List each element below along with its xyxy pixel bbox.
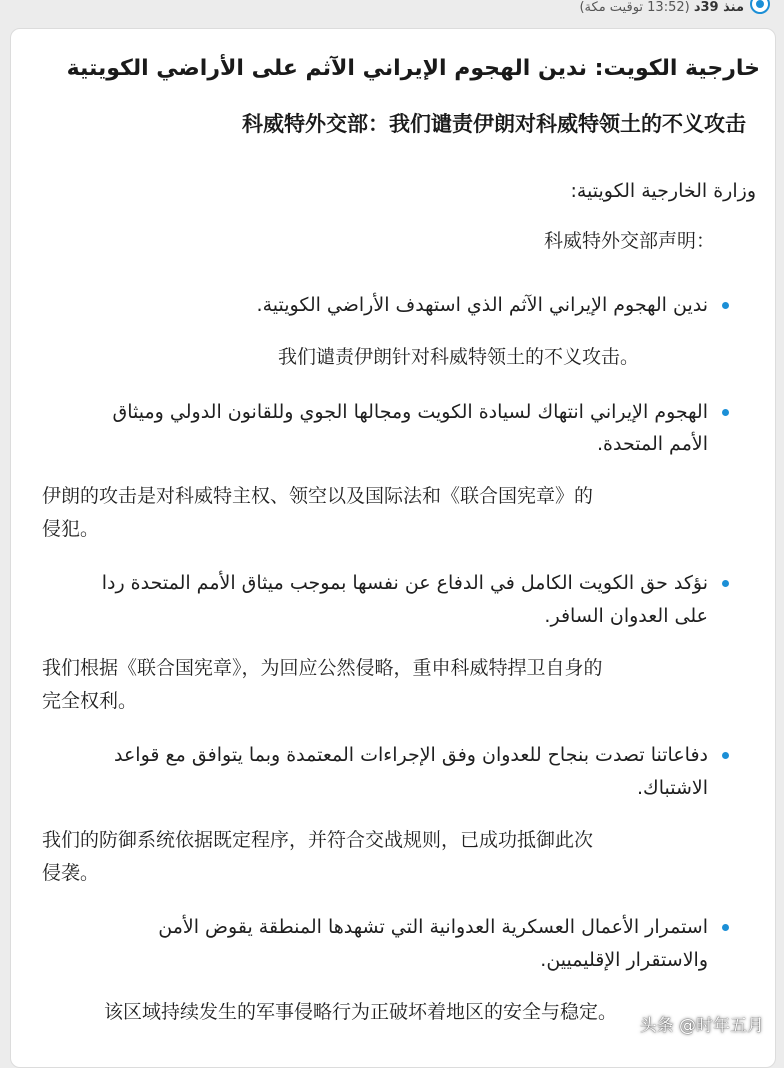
post-header (0, 0, 784, 26)
bullet-icon (722, 752, 729, 759)
post-age: منذ 39د (693, 0, 744, 15)
post-time: (13:52 توقيت مكة) (579, 0, 690, 15)
bullet-icon (722, 409, 729, 416)
post-title-chinese: 科威特外交部：我们谴责伊朗对科威特领土的不义攻击 (242, 112, 746, 136)
item-5-arabic-line2: والاستقرار الإقليميين. (540, 949, 708, 971)
select-radio-icon[interactable] (750, 0, 770, 14)
watermark: 头条 @时年五月 (639, 1016, 764, 1036)
item-3-chinese-line2: 完全权利。 (42, 690, 138, 712)
item-4-chinese-line2: 侵袭。 (42, 862, 100, 884)
bullet-icon (722, 302, 729, 309)
item-3-chinese-line1: 我们根据《联合国宪章》，为回应公然侵略，重申科威特捍卫自身的 (42, 657, 603, 679)
item-2-chinese-line2: 侵犯。 (42, 518, 100, 540)
item-5-arabic-line1: استمرار الأعمال العسكرية العدوانية التي تشهدها المنطقة يقوض الأمن (158, 916, 708, 938)
item-3-arabic-line2: على العدوان السافر. (544, 605, 708, 627)
item-5-chinese-line1: 该区域持续发生的军事侵略行为正破坏着地区的安全与稳定。 (104, 1001, 618, 1023)
item-4-arabic-line2: الاشتباك. (637, 777, 708, 799)
item-2-arabic-line2: الأمم المتحدة. (597, 433, 708, 455)
item-2-arabic-line1: الهجوم الإيراني انتهاك لسيادة الكويت ومجالها الجوي وللقانون الدولي وميثاق (112, 401, 708, 423)
item-2-chinese-line1: 伊朗的攻击是对科威特主权、领空以及国际法和《联合国宪章》的 (42, 485, 594, 507)
bullet-icon (722, 580, 729, 587)
post-timestamp (579, 0, 744, 22)
bullet-icon (722, 924, 729, 931)
item-3-arabic-line1: نؤكد حق الكويت الكامل في الدفاع عن نفسها بموجب ميثاق الأمم المتحدة ردا (101, 572, 708, 594)
item-4-chinese-line1: 我们的防御系统依据既定程序，并符合交战规则，已成功抵御此次 (42, 829, 594, 851)
item-1-arabic: ندين الهجوم الإيراني الآثم الذي استهدف الأراضي الكويتية. (256, 294, 708, 316)
item-4-arabic-line1: دفاعاتنا تصدت بنجاح للعدوان وفق الإجراءات المعتمدة وبما يتوافق مع قواعد (113, 744, 708, 766)
intro-arabic: وزارة الخارجية الكويتية: (570, 180, 756, 202)
item-1-chinese: 我们谴责伊朗针对科威特领土的不义攻击。 (278, 346, 640, 368)
intro-chinese: 科威特外交部声明： (544, 230, 716, 252)
post-title-arabic: خارجية الكويت: ندين الهجوم الإيراني الآثم على الأراضي الكويتية (66, 56, 760, 81)
